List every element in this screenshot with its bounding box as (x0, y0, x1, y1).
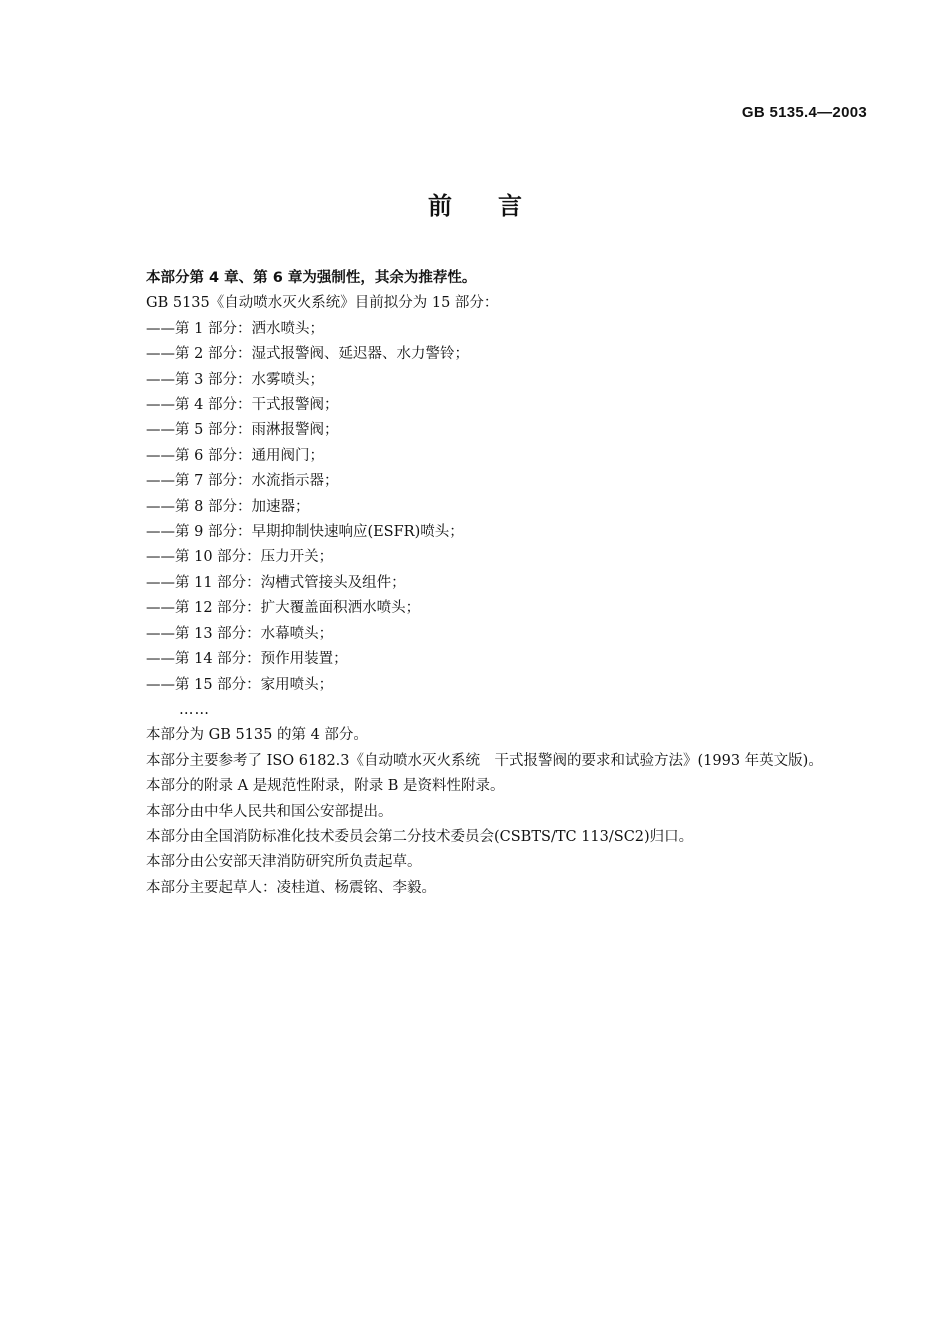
part-list-item: ——第 6 部分：通用阀门； (146, 447, 324, 464)
part-list-item: ——第 7 部分：水流指示器； (146, 473, 339, 490)
closing-paragraph: 本部分由中华人民共和国公安部提出。 (146, 803, 393, 820)
page-title: 前言 (428, 192, 568, 220)
foreword-body (111, 266, 871, 901)
closing-paragraph: 本部分由公安部天津消防研究所负责起草。 (146, 854, 422, 871)
part-list-item: ——第 13 部分：水幕喷头； (146, 625, 334, 642)
part-list-item: ——第 11 部分：沟槽式管接头及组件； (146, 574, 406, 591)
closing-paragraph: 本部分主要参考了 ISO 6182.3《自动喷水灭火系统 干式报警阀的要求和试验方法》(1993 年英文版)。 (146, 752, 823, 769)
part-list-item: ——第 8 部分：加速器； (146, 498, 310, 515)
part-list-item: ——第 4 部分：干式报警阀； (146, 397, 339, 414)
part-list-item: ——第 9 部分：早期抑制快速响应(ESFR)喷头； (146, 524, 464, 541)
part-list-item: ——第 12 部分：扩大覆盖面积洒水喷头； (146, 600, 421, 617)
part-list-item: ——第 1 部分：洒水喷头； (146, 320, 324, 337)
standard-code: GB 5135.4—2003 (741, 104, 867, 121)
list-ellipsis: …… (179, 701, 210, 718)
part-list-item: ——第 14 部分：预作用装置； (146, 651, 348, 668)
part-list-item: ——第 2 部分：湿式报警阀、延迟器、水力警铃； (146, 346, 469, 363)
closing-paragraph: 本部分的附录 A 是规范性附录，附录 B 是资料性附录。 (146, 778, 505, 795)
closing-paragraph: 本部分为 GB 5135 的第 4 部分。 (146, 727, 368, 744)
series-statement: GB 5135《自动喷水灭火系统》目前拟分为 15 部分： (146, 295, 499, 312)
part-list-item: ——第 10 部分：压力开关； (146, 549, 334, 566)
part-list-item: ——第 3 部分：水雾喷头； (146, 371, 324, 388)
part-list-item: ——第 5 部分：雨淋报警阀； (146, 422, 339, 439)
part-list-item: ——第 15 部分：家用喷头； (146, 676, 334, 693)
mandatory-statement: 本部分第 4 章、第 6 章为强制性，其余为推荐性。 (146, 270, 477, 286)
closing-paragraph: 本部分由全国消防标准化技术委员会第二分技术委员会(CSBTS/TC 113/SC2)归口。 (146, 828, 694, 845)
closing-paragraph: 本部分主要起草人：凌桂道、杨震铭、李毅。 (146, 879, 436, 896)
